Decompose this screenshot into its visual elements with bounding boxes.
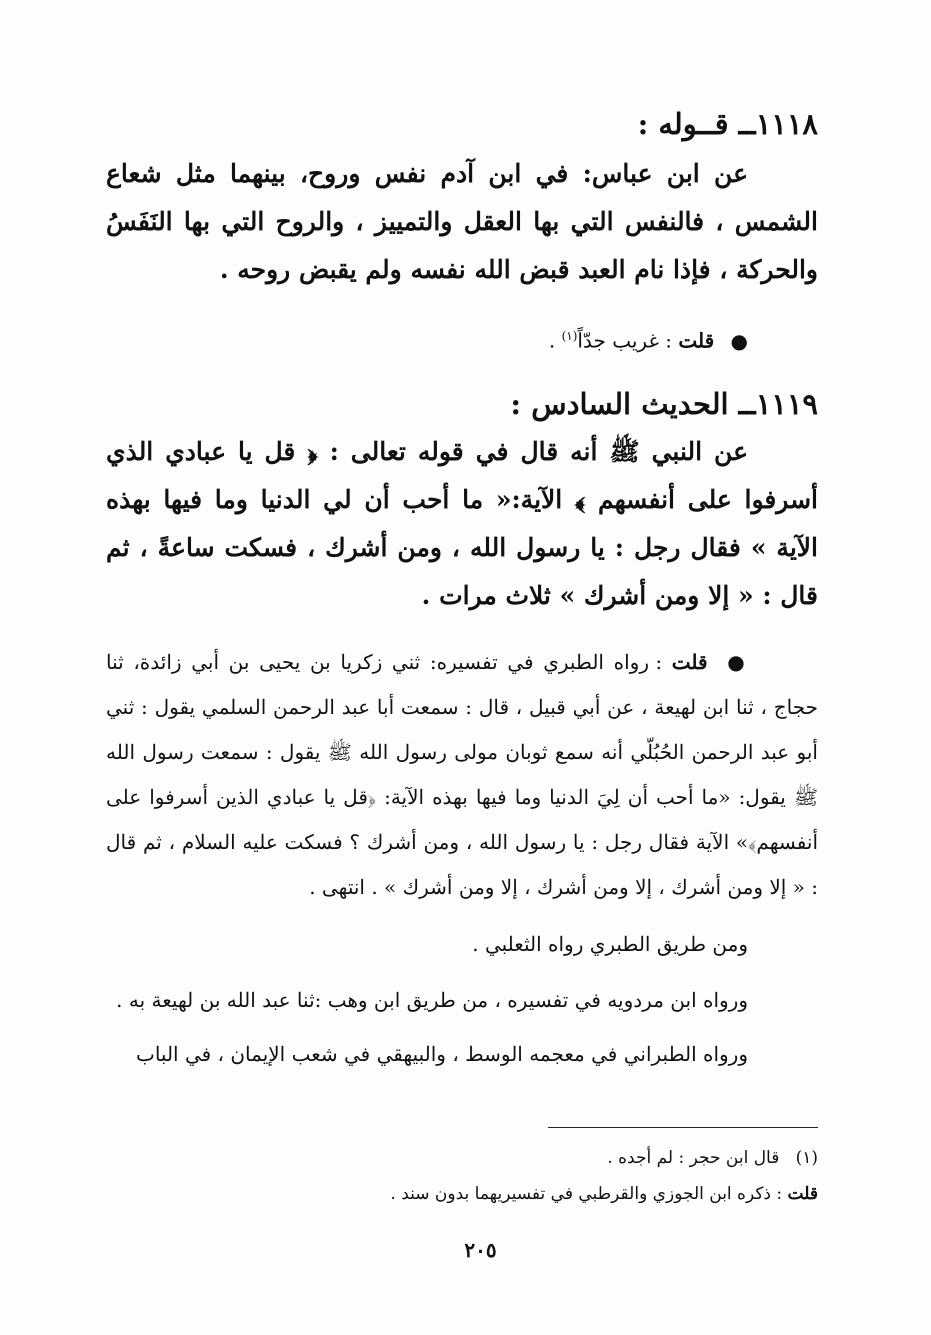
- bullet-icon: ●: [730, 328, 748, 353]
- paragraph-tabari-thaalabi: ومن طريق الطبري رواه الثعلبي .: [472, 932, 748, 956]
- comment-text: : رواه الطبري في تفسيره: ثني زكريا بن يحيى بن أبي زائدة، ثنا حجاج ، ثنا ابن لهيعة ، عن أبي قبيل ، قال : سمعت أبا عبد الرحمن السلمي يقول : ثني أبو عبد الرحمن الحُبُلّي أنه سمع ثوبان مولى رسول الله ﷺ يقول : سمعت رسول الله ﷺ يقول: «ما أحب أن لِيَ الدنيا وما فيها بهذه الآية: ﴿قل يا عبادي الذين أسرفوا على أنفسهم﴾» الآية فقال رجل : يا رسول الله ، ومن أشرك ؟ فسكت عليه السلام ، ثم قال : « إلا ومن أشرك ، إلا ومن أشرك ، إلا ومن أشرك » . انتهى .: [106, 650, 818, 899]
- footnote-label: قلت: [787, 1184, 818, 1204]
- section-1119-heading: ١١١٩ــ الحديث السادس :: [510, 387, 818, 421]
- footnote-ref: (١): [561, 329, 578, 343]
- footnote-text: قال ابن حجر : لم أجده .: [607, 1148, 780, 1168]
- bullet-icon: ●: [727, 650, 748, 674]
- footnote-1-continued: [106, 1174, 818, 1214]
- footnote-divider: [548, 1127, 818, 1128]
- comment-text: : غريب جدّاً: [577, 328, 672, 353]
- section-1118-text: عن ابن عباس: في ابن آدم نفس وروح، بينهما مثل شعاع الشمس ، فالنفس التي بها العقل والتمييز ، والروح التي بها النَفَسُ والحركة ، فإذا نام العبد قبض الله نفسه ولم يقبض روحه .: [106, 159, 818, 284]
- section-1119-comment: [106, 640, 818, 910]
- footnote-text: : ذكره ابن الجوزي والقرطبي في تفسيريهما بدون سند .: [390, 1184, 783, 1204]
- section-1119-text: عن النبي ﷺ أنه قال في قوله تعالى : ﴿ قل يا عبادي الذي أسرفوا على أنفسهم ﴾ الآية:« ما أحب أن لي الدنيا وما فيها بهذه الآية » فقال رجل : يا رسول الله ، ومن أشرك ، فسكت ساعةً ، ثم قال : « إلا ومن أشرك » ثلاث مرات .: [106, 437, 818, 610]
- comment-label: قلت: [671, 650, 708, 674]
- footnote-1: [106, 1138, 818, 1178]
- section-1118-heading: ١١١٨ــ قــوله :: [637, 107, 818, 141]
- paragraph-tabarani: ورواه الطبراني في معجمه الوسط ، والبيهقي في شعب الإيمان ، في الباب: [135, 1042, 748, 1066]
- section-1118-comment: [106, 314, 818, 364]
- comment-label: قلت: [678, 328, 715, 353]
- page-number: ٢٠٥: [464, 1238, 497, 1262]
- footnote-number: (١): [795, 1148, 818, 1168]
- comment-end: .: [548, 328, 556, 353]
- paragraph-ibn-marduyah: ورواه ابن مردويه في تفسيره ، من طريق ابن وهب :ثنا عبد الله بن لهيعة به .: [116, 988, 748, 1012]
